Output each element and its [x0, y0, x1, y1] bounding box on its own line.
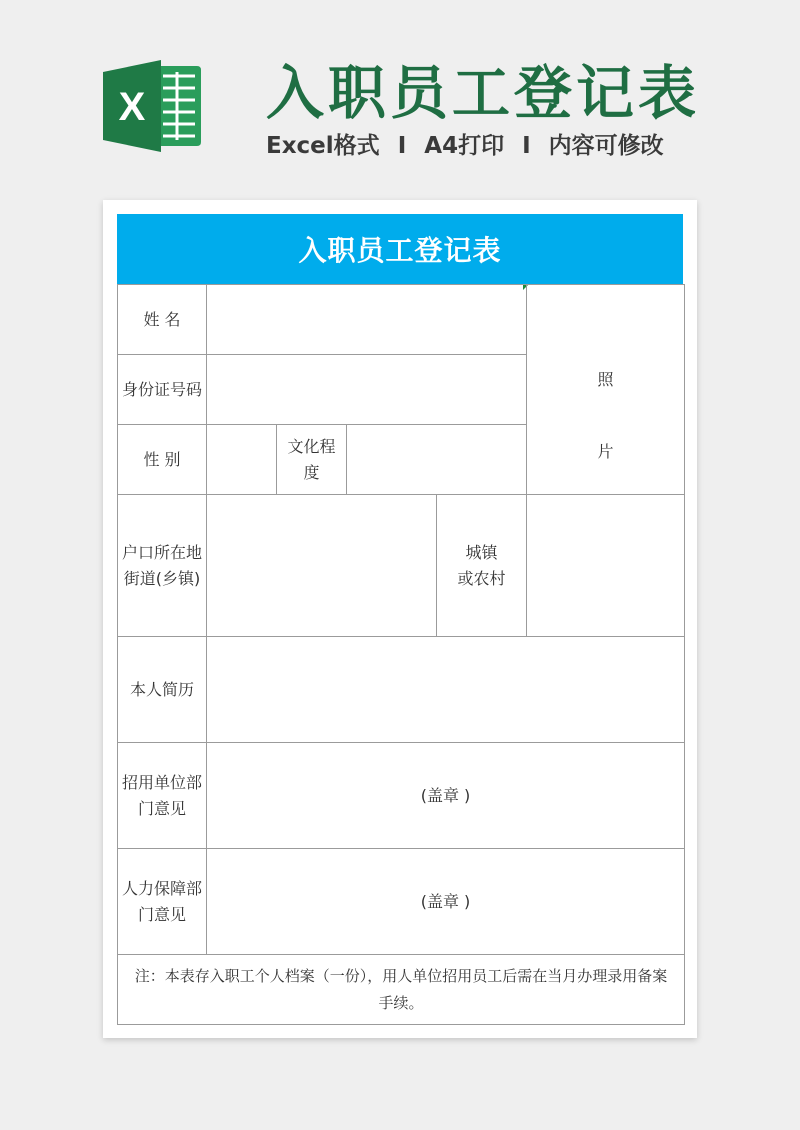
subtitle-separator: I: [522, 133, 531, 159]
gender-label: 性 别: [118, 425, 207, 495]
hukou-field[interactable]: [207, 495, 437, 637]
subtitle-format: Excel格式: [266, 133, 380, 159]
form-sheet: [103, 200, 697, 1038]
subtitle-separator: I: [397, 133, 407, 159]
town-or-rural-field[interactable]: [527, 495, 685, 637]
logo-letter: X: [118, 85, 146, 129]
id-number-field[interactable]: [207, 355, 527, 425]
header: [0, 0, 800, 190]
page-subtitle: [266, 127, 664, 160]
town-or-rural-label: 城镇 或农村: [437, 495, 527, 637]
resume-field[interactable]: [207, 637, 685, 743]
hr-opinion-label: 人力保障部 门意见: [118, 849, 207, 955]
hr-seal[interactable]: (盖章 ): [207, 849, 685, 955]
registration-form-table: [117, 284, 685, 1025]
subtitle-editable: 内容可修改: [548, 133, 664, 159]
resume-label: 本人简历: [118, 637, 207, 743]
name-label: 姓 名: [118, 285, 207, 355]
form-title: 入职员工登记表: [117, 214, 683, 284]
photo-label: 照: [597, 370, 614, 389]
education-field[interactable]: [347, 425, 527, 495]
page-title: 入职员工登记表: [266, 59, 701, 127]
education-label: 文化程 度: [277, 425, 347, 495]
excel-logo-icon: [103, 58, 203, 154]
form-note: 注：本表存入职工个人档案（一份），用人单位招用员工后需在当月办理录用备案手续。: [118, 955, 685, 1025]
hukou-label: 户口所在地 街道(乡镇): [118, 495, 207, 637]
subtitle-print: A4打印: [424, 133, 505, 159]
photo-cell[interactable]: [527, 285, 685, 495]
id-number-label: 身份证号码: [118, 355, 207, 425]
employer-seal[interactable]: (盖章 ): [207, 743, 685, 849]
photo-label: 片: [597, 442, 614, 461]
name-field[interactable]: [207, 285, 527, 355]
employer-opinion-label: 招用单位部 门意见: [118, 743, 207, 849]
gender-field[interactable]: [207, 425, 277, 495]
